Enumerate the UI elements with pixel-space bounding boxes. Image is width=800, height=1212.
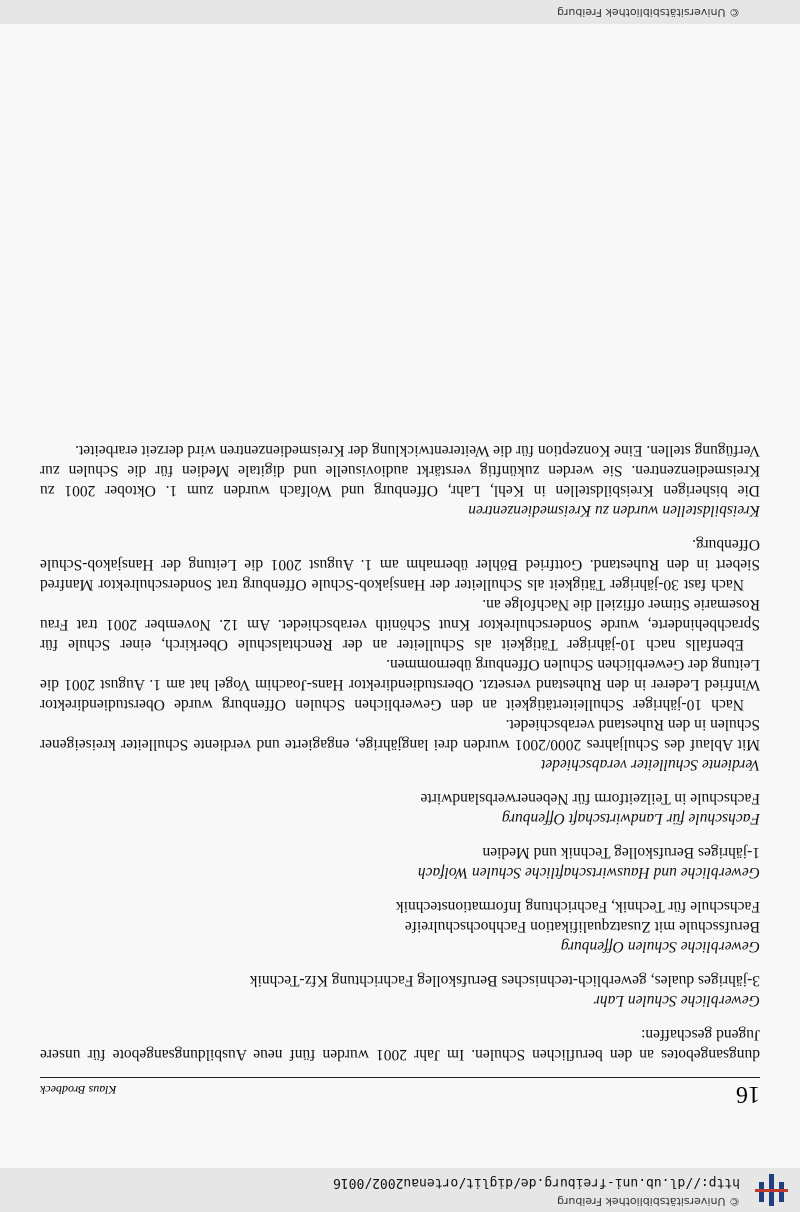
- section-heading: Gewerbliche und Hauswirtschaftliche Schulen Wolfach: [417, 864, 760, 881]
- copyright-text: © Universitätsbibliothek Freiburg: [557, 1195, 740, 1208]
- paragraph: Mit Ablauf des Schuljahres 2000/2001 wurden drei langjährige, engagierte und verdiente Schulleiter kreiseigener Schulen in den Ruhestand verabschiedet.: [40, 716, 760, 753]
- section-heading: Verdiente Schulleiter verabschiedet: [541, 756, 760, 773]
- paragraph: Fachschule in Teilzeitform für Nebenerwerbslandwirte: [420, 790, 760, 807]
- university-logo-icon: [752, 1174, 792, 1206]
- source-url[interactable]: http://dl.ub.uni-freiburg.de/diglit/ortenau2002/0016: [333, 1175, 740, 1190]
- paragraph: 1-jähriges Berufskolleg Technik und Medien: [482, 844, 760, 861]
- section-heading: Kreisbildstellen wurden zu Kreismedienzentren: [468, 502, 760, 519]
- section-heading: Fachschule für Landwirtschaft Offenburg: [501, 810, 760, 827]
- page-number: 16: [736, 1081, 760, 1107]
- paragraph: Ebenfalls nach 10-jähriger Tätigkeit als Schulleiter an der Renchtalschule Oberkirch, einer Schule für Sprachbehinderte, wurde Sonderschulrektor Knut Schönith verabschiedet. Am 12. November 2001 trat Frau Rosemarie Stimer offiziell die Nachfolge an.: [40, 596, 760, 653]
- running-head-author: Klaus Brodbeck: [40, 1083, 117, 1097]
- body-text: [40, 440, 760, 1064]
- copyright-text-bottom: © Universitätsbibliothek Freiburg: [557, 6, 740, 19]
- paragraph: 3-jähriges duales, gewerblich-technisches Berufskolleg Fachrichtung Kfz-Technik: [249, 972, 760, 989]
- section-heading: Gewerbliche Schulen Offenburg: [560, 938, 760, 955]
- paragraph: dungsangebotes an den beruflichen Schulen. Im Jahr 2001 wurden fünf neue Ausbildungsangebote für unsere Jugend geschaffen:: [40, 1026, 760, 1063]
- viewer-header-bar: [0, 0, 800, 24]
- paragraph: Nach 10-jähriger Schulleitertätigkeit an den Gewerblichen Schulen Offenburg wurde Oberstudiendirektor Winfried Lederer in den Ruhestand versetzt. Oberstudiendirektor Hans-Joachim Vogel hat am 1. August 2001 die Leitung der Gewerblichen Schulen Offenburg übernommen.: [40, 656, 760, 713]
- viewer-footer-bar: [0, 1168, 800, 1212]
- paragraph: Die bisherigen Kreisbildstellen in Kehl, Lahr, Offenburg und Wolfach wurden zum 1. Oktober 2001 zu Kreismedienzentren. Sie werden zukünftig verstärkt audiovisuelle und digitale Medien für die Schulen zur Verfügung stellen. Eine Konzeption für die Weiterentwicklung der Kreismedienzentren wird derzeit erarbeitet.: [40, 442, 760, 499]
- paragraph: Nach fast 30-jähriger Tätigkeit als Schulleiter der Hansjakob-Schule Offenburg trat Sonderschulrektor Manfred Siebert in den Ruhestand. Gottfried Böhler übernahm am 1. August 2001 die Leitung der Hansjakob-Schule Offenburg.: [40, 536, 760, 593]
- page-header: [40, 1077, 760, 1108]
- section-heading: Gewerbliche Schulen Lahr: [593, 992, 760, 1009]
- document-page: [0, 24, 800, 1168]
- paragraph: Berufsschule mit Zusatzqualifikation Fachhochschulreife: [404, 918, 760, 935]
- paragraph: Fachschule für Technik, Fachrichtung Informationstechnik: [395, 898, 760, 915]
